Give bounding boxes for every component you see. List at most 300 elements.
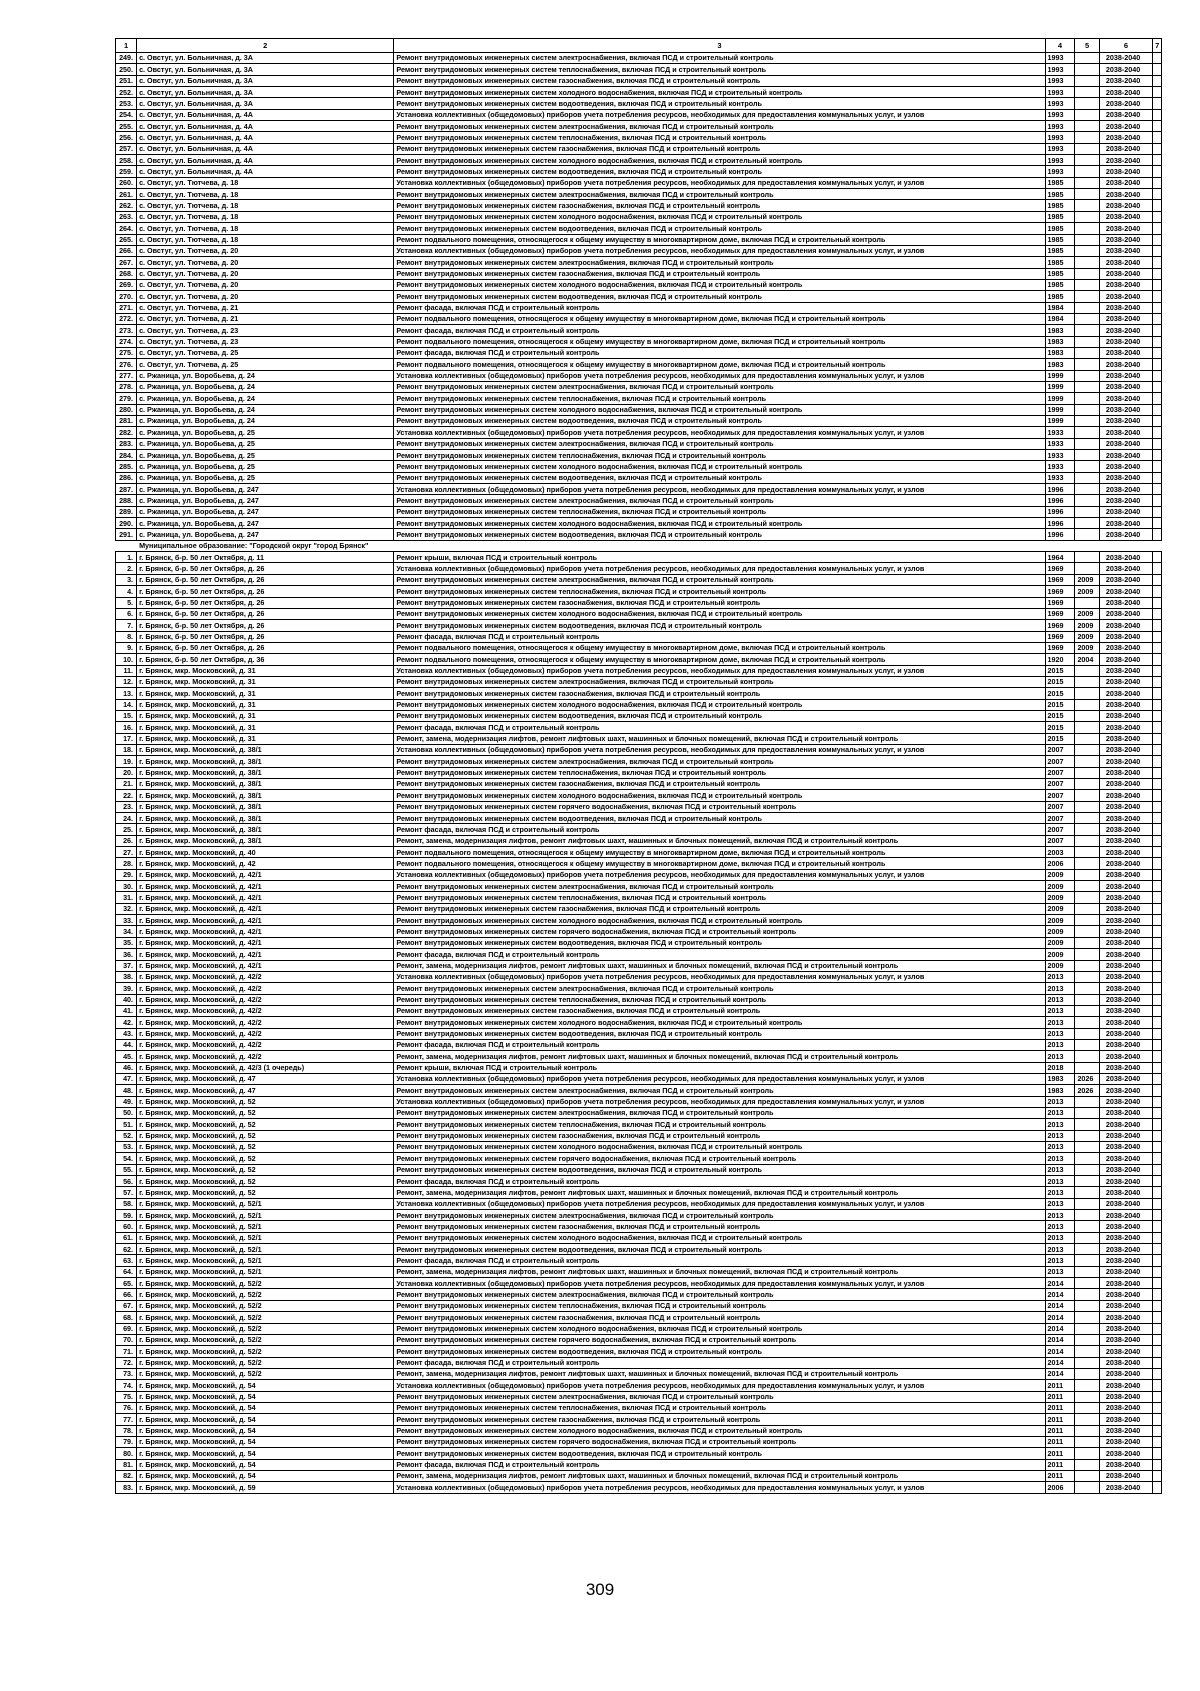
last-repair-year-cell	[1075, 438, 1099, 449]
planned-period-cell: 2038-2040	[1099, 1414, 1152, 1425]
year-built-cell: 1933	[1045, 450, 1075, 461]
work-type-cell: Ремонт, замена, модернизация лифтов, ремонт лифтовых шахт, машинных и блочных помещений, включая ПСД и строительный контроль	[394, 733, 1045, 744]
year-built-cell: 2014	[1045, 1278, 1075, 1289]
empty-cell	[1153, 1210, 1162, 1221]
last-repair-year-cell	[1075, 676, 1099, 687]
year-built-cell: 2006	[1045, 858, 1075, 869]
table-row	[116, 313, 1162, 324]
empty-cell	[1153, 1470, 1162, 1481]
empty-cell	[1153, 1346, 1162, 1357]
empty-cell	[1153, 1142, 1162, 1153]
planned-period-cell: 2038-2040	[1099, 143, 1152, 154]
header-cell: 7	[1153, 39, 1162, 53]
planned-period-cell: 2038-2040	[1099, 949, 1152, 960]
year-built-cell: 1984	[1045, 302, 1075, 313]
row-number: 3.	[116, 574, 137, 585]
address-cell: г. Брянск, мкр. Московский, д. 54	[137, 1380, 394, 1391]
last-repair-year-cell	[1075, 1482, 1099, 1493]
last-repair-year-cell	[1075, 279, 1099, 290]
work-type-cell: Ремонт внутридомовых инженерных систем водоотведения, включая ПСД и строительный контроль	[394, 620, 1045, 631]
table-row	[116, 733, 1162, 744]
planned-period-cell: 2038-2040	[1099, 688, 1152, 699]
empty-cell	[1153, 756, 1162, 767]
row-number: 5.	[116, 597, 137, 608]
table-row	[116, 109, 1162, 120]
empty-cell	[1153, 75, 1162, 86]
last-repair-year-cell	[1075, 404, 1099, 415]
empty-cell	[1153, 1482, 1162, 1493]
empty-cell	[1153, 370, 1162, 381]
planned-period-cell: 2038-2040	[1099, 1300, 1152, 1311]
empty-cell	[1153, 1164, 1162, 1175]
last-repair-year-cell	[1075, 1357, 1099, 1368]
last-repair-year-cell	[1075, 132, 1099, 143]
row-number: 34.	[116, 926, 137, 937]
empty-cell	[1153, 1255, 1162, 1266]
planned-period-cell: 2038-2040	[1099, 370, 1152, 381]
row-number: 81.	[116, 1459, 137, 1470]
table-row	[116, 1107, 1162, 1118]
address-cell: г. Брянск, мкр. Московский, д. 42/2	[137, 971, 394, 982]
address-cell: г. Брянск, мкр. Московский, д. 54	[137, 1425, 394, 1436]
last-repair-year-cell	[1075, 960, 1099, 971]
empty-cell	[1153, 325, 1162, 336]
year-built-cell: 2014	[1045, 1300, 1075, 1311]
year-built-cell: 1969	[1045, 620, 1075, 631]
row-number: 37.	[116, 960, 137, 971]
work-type-cell: Ремонт внутридомовых инженерных систем холодного водоснабжения, включая ПСД и строительный контроль	[394, 518, 1045, 529]
last-repair-year-cell	[1075, 234, 1099, 245]
table-row	[116, 1414, 1162, 1425]
row-number: 12.	[116, 676, 137, 687]
work-type-cell: Ремонт внутридомовых инженерных систем водоотведения, включая ПСД и строительный контроль	[394, 98, 1045, 109]
year-built-cell: 1983	[1045, 347, 1075, 358]
address-cell: г. Брянск, мкр. Московский, д. 42/2	[137, 983, 394, 994]
planned-period-cell: 2038-2040	[1099, 983, 1152, 994]
last-repair-year-cell	[1075, 1368, 1099, 1379]
work-type-cell: Ремонт внутридомовых инженерных систем холодного водоснабжения, включая ПСД и строительный контроль	[394, 1232, 1045, 1243]
empty-cell	[1153, 1357, 1162, 1368]
year-built-cell: 2013	[1045, 1039, 1075, 1050]
row-number: 15.	[116, 710, 137, 721]
address-cell: г. Брянск, мкр. Московский, д. 52/2	[137, 1334, 394, 1345]
table-row	[116, 506, 1162, 517]
row-number: 249.	[116, 53, 137, 64]
last-repair-year-cell	[1075, 1130, 1099, 1141]
year-built-cell: 2011	[1045, 1402, 1075, 1413]
year-built-cell: 1999	[1045, 381, 1075, 392]
table-row	[116, 835, 1162, 846]
year-built-cell: 2015	[1045, 688, 1075, 699]
address-cell: г. Брянск, мкр. Московский, д. 31	[137, 699, 394, 710]
work-type-cell: Установка коллективных (общедомовых) приборов учета потребления ресурсов, необходимых для предоставления коммунальных услуг, и узлов	[394, 1482, 1045, 1493]
last-repair-year-cell	[1075, 1164, 1099, 1175]
work-type-cell: Ремонт внутридомовых инженерных систем электроснабжения, включая ПСД и строительный контроль	[394, 756, 1045, 767]
year-built-cell: 2011	[1045, 1414, 1075, 1425]
address-cell: г. Брянск, мкр. Московский, д. 38/1	[137, 779, 394, 790]
empty-cell	[1153, 1278, 1162, 1289]
empty-cell	[1153, 1028, 1162, 1039]
planned-period-cell: 2038-2040	[1099, 53, 1152, 64]
year-built-cell: 1993	[1045, 53, 1075, 64]
last-repair-year-cell	[1075, 1119, 1099, 1130]
work-type-cell: Установка коллективных (общедомовых) приборов учета потребления ресурсов, необходимых для предоставления коммунальных услуг, и узлов	[394, 971, 1045, 982]
row-number: 49.	[116, 1096, 137, 1107]
year-built-cell: 2007	[1045, 744, 1075, 755]
last-repair-year-cell	[1075, 949, 1099, 960]
table-row	[116, 824, 1162, 835]
planned-period-cell: 2038-2040	[1099, 1085, 1152, 1096]
planned-period-cell: 2038-2040	[1099, 1380, 1152, 1391]
work-type-cell: Ремонт внутридомовых инженерных систем водоотведения, включая ПСД и строительный контроль	[394, 1346, 1045, 1357]
section-header-row	[116, 540, 1162, 551]
address-cell: г. Брянск, мкр. Московский, д. 54	[137, 1414, 394, 1425]
year-built-cell: 1985	[1045, 177, 1075, 188]
address-cell: г. Брянск, мкр. Московский, д. 38/1	[137, 813, 394, 824]
planned-period-cell: 2038-2040	[1099, 404, 1152, 415]
last-repair-year-cell	[1075, 1278, 1099, 1289]
last-repair-year-cell	[1075, 245, 1099, 256]
empty-cell	[1153, 1221, 1162, 1232]
work-type-cell: Ремонт подвального помещения, относящегося к общему имуществу в многоквартирном доме, включая ПСД и строительный контроль	[394, 336, 1045, 347]
work-type-cell: Ремонт внутридомовых инженерных систем теплоснабжения, включая ПСД и строительный контроль	[394, 506, 1045, 517]
address-cell: г. Брянск, мкр. Московский, д. 42/1	[137, 903, 394, 914]
last-repair-year-cell	[1075, 53, 1099, 64]
row-number: 50.	[116, 1107, 137, 1118]
address-cell: г. Брянск, мкр. Московский, д. 52	[137, 1096, 394, 1107]
year-built-cell: 2011	[1045, 1436, 1075, 1447]
table-row	[116, 177, 1162, 188]
address-cell: г. Брянск, мкр. Московский, д. 52	[137, 1187, 394, 1198]
table-row	[116, 53, 1162, 64]
planned-period-cell: 2038-2040	[1099, 518, 1152, 529]
work-type-cell: Ремонт внутридомовых инженерных систем электроснабжения, включая ПСД и строительный контроль	[394, 983, 1045, 994]
address-cell: г. Брянск, мкр. Московский, д. 52/2	[137, 1278, 394, 1289]
year-built-cell: 1993	[1045, 87, 1075, 98]
planned-period-cell: 2038-2040	[1099, 381, 1152, 392]
year-built-cell: 2013	[1045, 1164, 1075, 1175]
address-cell: с. Овстуг, ул. Тютчева, д. 20	[137, 279, 394, 290]
work-type-cell: Ремонт внутридомовых инженерных систем холодного водоснабжения, включая ПСД и строительный контроль	[394, 790, 1045, 801]
address-cell: с. Ржаница, ул. Воробьева, д. 24	[137, 393, 394, 404]
table-row	[116, 1028, 1162, 1039]
empty-cell	[1153, 438, 1162, 449]
empty-cell	[1153, 1107, 1162, 1118]
year-built-cell: 2013	[1045, 994, 1075, 1005]
row-number: 277.	[116, 370, 137, 381]
last-repair-year-cell	[1075, 983, 1099, 994]
table-row	[116, 143, 1162, 154]
last-repair-year-cell	[1075, 1436, 1099, 1447]
table-row	[116, 1448, 1162, 1459]
year-built-cell: 1985	[1045, 234, 1075, 245]
last-repair-year-cell	[1075, 472, 1099, 483]
address-cell: г. Брянск, мкр. Московский, д. 47	[137, 1073, 394, 1084]
address-cell: г. Брянск, мкр. Московский, д. 42/1	[137, 892, 394, 903]
empty-cell	[1153, 450, 1162, 461]
empty-cell	[1153, 1402, 1162, 1413]
address-cell: г. Брянск, мкр. Московский, д. 52/1	[137, 1244, 394, 1255]
address-cell: г. Брянск, мкр. Московский, д. 42/2	[137, 1051, 394, 1062]
address-cell: с. Ржаница, ул. Воробьева, д. 24	[137, 416, 394, 427]
planned-period-cell: 2038-2040	[1099, 200, 1152, 211]
last-repair-year-cell	[1075, 1187, 1099, 1198]
table-row	[116, 75, 1162, 86]
year-built-cell: 1983	[1045, 325, 1075, 336]
planned-period-cell: 2038-2040	[1099, 416, 1152, 427]
row-number: 258.	[116, 155, 137, 166]
work-type-cell: Ремонт внутридомовых инженерных систем водоотведения, включая ПСД и строительный контроль	[394, 416, 1045, 427]
last-repair-year-cell	[1075, 824, 1099, 835]
year-built-cell: 2014	[1045, 1289, 1075, 1300]
table-row	[116, 1255, 1162, 1266]
planned-period-cell: 2038-2040	[1099, 1107, 1152, 1118]
work-type-cell: Установка коллективных (общедомовых) приборов учета потребления ресурсов, необходимых для предоставления коммунальных услуг, и узлов	[394, 1096, 1045, 1107]
address-cell: г. Брянск, мкр. Московский, д. 31	[137, 676, 394, 687]
planned-period-cell: 2038-2040	[1099, 903, 1152, 914]
table-row	[116, 438, 1162, 449]
work-type-cell: Ремонт внутридомовых инженерных систем электроснабжения, включая ПСД и строительный контроль	[394, 381, 1045, 392]
address-cell: г. Брянск, б-р. 50 лет Октября, д. 26	[137, 631, 394, 642]
planned-period-cell: 2038-2040	[1099, 495, 1152, 506]
address-cell: г. Брянск, мкр. Московский, д. 52/2	[137, 1312, 394, 1323]
page-number: 309	[585, 1580, 615, 1599]
empty-cell	[1153, 393, 1162, 404]
address-cell: г. Брянск, мкр. Московский, д. 52	[137, 1153, 394, 1164]
work-type-cell: Ремонт внутридомовых инженерных систем электроснабжения, включая ПСД и строительный контроль	[394, 121, 1045, 132]
empty-cell	[1153, 1414, 1162, 1425]
empty-cell	[1153, 64, 1162, 75]
work-type-cell: Ремонт внутридомовых инженерных систем горячего водоснабжения, включая ПСД и строительный контроль	[394, 801, 1045, 812]
work-type-cell: Ремонт внутридомовых инженерных систем холодного водоснабжения, включая ПСД и строительный контроль	[394, 1142, 1045, 1153]
planned-period-cell: 2038-2040	[1099, 1164, 1152, 1175]
last-repair-year-cell	[1075, 257, 1099, 268]
empty-cell	[1153, 915, 1162, 926]
row-number: 60.	[116, 1221, 137, 1232]
work-type-cell: Ремонт внутридомовых инженерных систем теплоснабжения, включая ПСД и строительный контроль	[394, 132, 1045, 143]
year-built-cell: 2007	[1045, 801, 1075, 812]
empty-cell	[1153, 143, 1162, 154]
table-row	[116, 699, 1162, 710]
table-row	[116, 1425, 1162, 1436]
work-type-cell: Ремонт внутридомовых инженерных систем теплоснабжения, включая ПСД и строительный контроль	[394, 994, 1045, 1005]
year-built-cell: 1985	[1045, 245, 1075, 256]
last-repair-year-cell	[1075, 1448, 1099, 1459]
address-cell: с. Ржаница, ул. Воробьева, д. 247	[137, 506, 394, 517]
table-row	[116, 620, 1162, 631]
empty-cell	[1153, 813, 1162, 824]
empty-cell	[1153, 291, 1162, 302]
year-built-cell: 2007	[1045, 835, 1075, 846]
last-repair-year-cell	[1075, 744, 1099, 755]
table-row	[116, 359, 1162, 370]
work-type-cell: Ремонт фасада, включая ПСД и строительный контроль	[394, 722, 1045, 733]
work-type-cell: Установка коллективных (общедомовых) приборов учета потребления ресурсов, необходимых для предоставления коммунальных услуг, и узлов	[394, 427, 1045, 438]
last-repair-year-cell	[1075, 1323, 1099, 1334]
row-number: 35.	[116, 937, 137, 948]
empty-cell	[1153, 1300, 1162, 1311]
work-type-cell: Установка коллективных (общедомовых) приборов учета потребления ресурсов, необходимых для предоставления коммунальных услуг, и узлов	[394, 563, 1045, 574]
last-repair-year-cell	[1075, 268, 1099, 279]
address-cell: г. Брянск, мкр. Московский, д. 52/1	[137, 1266, 394, 1277]
row-number: 259.	[116, 166, 137, 177]
table-row	[116, 869, 1162, 880]
planned-period-cell: 2038-2040	[1099, 881, 1152, 892]
planned-period-cell: 2038-2040	[1099, 971, 1152, 982]
row-number: 83.	[116, 1482, 137, 1493]
address-cell: г. Брянск, мкр. Московский, д. 31	[137, 722, 394, 733]
year-built-cell: 1985	[1045, 291, 1075, 302]
work-type-cell: Ремонт подвального помещения, относящегося к общему имуществу в многоквартирном доме, включая ПСД и строительный контроль	[394, 313, 1045, 324]
empty-cell	[1153, 631, 1162, 642]
header-cell: 2	[137, 39, 394, 53]
table-row	[116, 1482, 1162, 1493]
table-row	[116, 302, 1162, 313]
last-repair-year-cell	[1075, 722, 1099, 733]
last-repair-year-cell	[1075, 1096, 1099, 1107]
empty-cell	[1153, 1289, 1162, 1300]
year-built-cell: 2015	[1045, 665, 1075, 676]
last-repair-year-cell	[1075, 143, 1099, 154]
table-row	[116, 279, 1162, 290]
year-built-cell: 2007	[1045, 813, 1075, 824]
table-row	[116, 223, 1162, 234]
row-number: 66.	[116, 1289, 137, 1300]
year-built-cell: 2013	[1045, 1210, 1075, 1221]
planned-period-cell: 2038-2040	[1099, 722, 1152, 733]
table-row	[116, 915, 1162, 926]
year-built-cell: 1985	[1045, 223, 1075, 234]
row-number: 11.	[116, 665, 137, 676]
table-row	[116, 416, 1162, 427]
address-cell: г. Брянск, мкр. Московский, д. 52	[137, 1142, 394, 1153]
row-number: 286.	[116, 472, 137, 483]
address-cell: г. Брянск, мкр. Московский, д. 54	[137, 1459, 394, 1470]
work-type-cell: Ремонт внутридомовых инженерных систем электроснабжения, включая ПСД и строительный контроль	[394, 1210, 1045, 1221]
row-number: 250.	[116, 64, 137, 75]
last-repair-year-cell	[1075, 858, 1099, 869]
last-repair-year-cell	[1075, 1312, 1099, 1323]
table-row	[116, 1289, 1162, 1300]
year-built-cell: 1969	[1045, 608, 1075, 619]
year-built-cell: 1999	[1045, 404, 1075, 415]
last-repair-year-cell: 2009	[1075, 620, 1099, 631]
row-number: 17.	[116, 733, 137, 744]
planned-period-cell: 2038-2040	[1099, 313, 1152, 324]
address-cell: г. Брянск, мкр. Московский, д. 52	[137, 1107, 394, 1118]
address-cell: с. Овстуг, ул. Тютчева, д. 20	[137, 245, 394, 256]
row-number: 56.	[116, 1176, 137, 1187]
table-row	[116, 518, 1162, 529]
last-repair-year-cell	[1075, 733, 1099, 744]
table-row	[116, 597, 1162, 608]
last-repair-year-cell: 2026	[1075, 1085, 1099, 1096]
work-type-cell: Ремонт внутридомовых инженерных систем теплоснабжения, включая ПСД и строительный контроль	[394, 1119, 1045, 1130]
table-row	[116, 665, 1162, 676]
year-built-cell: 1985	[1045, 268, 1075, 279]
row-number: 65.	[116, 1278, 137, 1289]
row-number: 278.	[116, 381, 137, 392]
planned-period-cell: 2038-2040	[1099, 1187, 1152, 1198]
last-repair-year-cell	[1075, 461, 1099, 472]
planned-period-cell: 2038-2040	[1099, 109, 1152, 120]
year-built-cell: 1969	[1045, 642, 1075, 653]
last-repair-year-cell	[1075, 881, 1099, 892]
empty-cell	[1153, 98, 1162, 109]
last-repair-year-cell	[1075, 1402, 1099, 1413]
address-cell: с. Овстуг, ул. Тютчева, д. 25	[137, 359, 394, 370]
work-type-cell: Ремонт подвального помещения, относящегося к общему имуществу в многоквартирном доме, включая ПСД и строительный контроль	[394, 642, 1045, 653]
year-built-cell: 2013	[1045, 983, 1075, 994]
planned-period-cell: 2038-2040	[1099, 1062, 1152, 1073]
empty-cell	[1153, 1448, 1162, 1459]
table-row	[116, 257, 1162, 268]
last-repair-year-cell	[1075, 302, 1099, 313]
year-built-cell: 1933	[1045, 461, 1075, 472]
planned-period-cell: 2038-2040	[1099, 461, 1152, 472]
address-cell: г. Брянск, мкр. Московский, д. 42/1	[137, 937, 394, 948]
last-repair-year-cell	[1075, 359, 1099, 370]
year-built-cell: 1983	[1045, 1073, 1075, 1084]
empty-cell	[1153, 166, 1162, 177]
work-type-cell: Ремонт внутридомовых инженерных систем газоснабжения, включая ПСД и строительный контроль	[394, 597, 1045, 608]
work-type-cell: Ремонт внутридомовых инженерных систем холодного водоснабжения, включая ПСД и строительный контроль	[394, 211, 1045, 222]
address-cell: с. Овстуг, ул. Больничная, д. 3А	[137, 53, 394, 64]
table-row	[116, 1312, 1162, 1323]
table-row	[116, 994, 1162, 1005]
address-cell: с. Ржаница, ул. Воробьева, д. 25	[137, 427, 394, 438]
table-row	[116, 336, 1162, 347]
empty-cell	[1153, 234, 1162, 245]
year-built-cell: 1985	[1045, 200, 1075, 211]
address-cell: г. Брянск, б-р. 50 лет Октября, д. 36	[137, 654, 394, 665]
address-cell: г. Брянск, мкр. Московский, д. 52	[137, 1164, 394, 1175]
last-repair-year-cell	[1075, 892, 1099, 903]
year-built-cell: 1983	[1045, 359, 1075, 370]
empty-cell	[1153, 1459, 1162, 1470]
address-cell: г. Брянск, мкр. Московский, д. 42/1	[137, 869, 394, 880]
table-row	[116, 892, 1162, 903]
year-built-cell: 2013	[1045, 1130, 1075, 1141]
address-cell: с. Овстуг, ул. Тютчева, д. 18	[137, 200, 394, 211]
row-number: 82.	[116, 1470, 137, 1481]
row-number: 31.	[116, 892, 137, 903]
address-cell: г. Брянск, мкр. Московский, д. 42/2	[137, 1017, 394, 1028]
work-type-cell: Ремонт внутридомовых инженерных систем теплоснабжения, включая ПСД и строительный контроль	[394, 767, 1045, 778]
planned-period-cell: 2038-2040	[1099, 132, 1152, 143]
work-type-cell: Ремонт фасада, включая ПСД и строительный контроль	[394, 1039, 1045, 1050]
planned-period-cell: 2038-2040	[1099, 1005, 1152, 1016]
work-type-cell: Ремонт подвального помещения, относящегося к общему имуществу в многоквартирном доме, включая ПСД и строительный контроль	[394, 847, 1045, 858]
table-row	[116, 881, 1162, 892]
planned-period-cell: 2038-2040	[1099, 597, 1152, 608]
year-built-cell: 1920	[1045, 654, 1075, 665]
work-type-cell: Ремонт подвального помещения, относящегося к общему имуществу в многоквартирном доме, включая ПСД и строительный контроль	[394, 359, 1045, 370]
planned-period-cell: 2038-2040	[1099, 347, 1152, 358]
last-repair-year-cell	[1075, 200, 1099, 211]
planned-period-cell: 2038-2040	[1099, 1266, 1152, 1277]
work-type-cell: Ремонт фасада, включая ПСД и строительный контроль	[394, 949, 1045, 960]
empty-cell	[1153, 722, 1162, 733]
planned-period-cell: 2038-2040	[1099, 1459, 1152, 1470]
last-repair-year-cell	[1075, 529, 1099, 540]
table-row	[116, 245, 1162, 256]
work-type-cell: Ремонт внутридомовых инженерных систем электроснабжения, включая ПСД и строительный контроль	[394, 189, 1045, 200]
row-number: 36.	[116, 949, 137, 960]
planned-period-cell: 2038-2040	[1099, 268, 1152, 279]
year-built-cell: 2014	[1045, 1312, 1075, 1323]
empty-cell	[1153, 1368, 1162, 1379]
